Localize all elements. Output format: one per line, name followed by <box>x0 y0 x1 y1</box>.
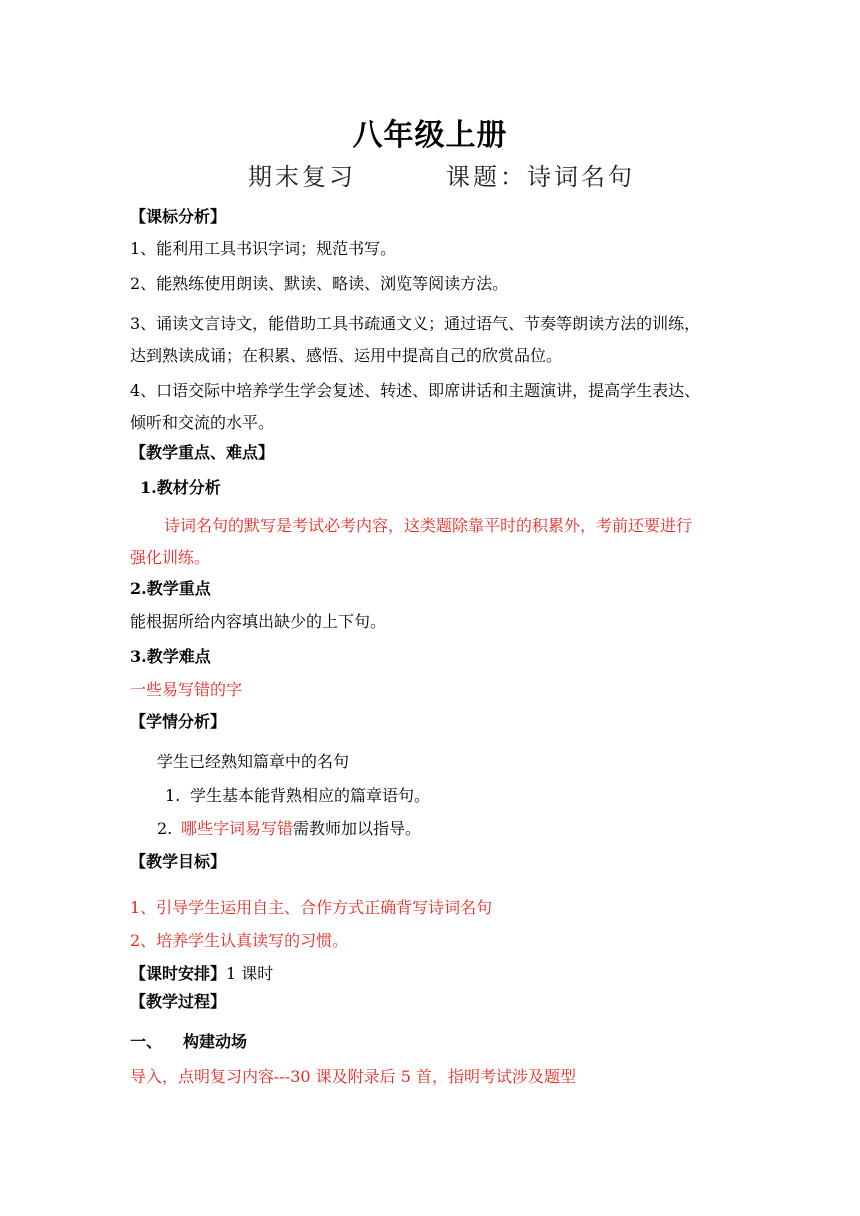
student-analysis-number-1: 1. <box>165 786 181 805</box>
process-step-number: 一、 <box>130 1032 163 1051</box>
subheading-material-analysis: 1.教材分析 <box>140 478 221 497</box>
key-point-text: 能根据所给内容填出缺少的上下句。 <box>130 612 387 631</box>
curriculum-item-1: 1、能利用工具书识字词；规范书写。 <box>130 239 397 258</box>
section-heading-schedule: 【课时安排】 <box>130 964 227 983</box>
subheading-difficulty: 3.教学难点 <box>130 647 211 666</box>
section-heading-objectives: 【教学目标】 <box>130 852 227 871</box>
material-analysis-line-1: 诗词名句的默写是考试必考内容，这类题除靠平时的积累外，考前还要进行 <box>164 516 693 535</box>
objective-2: 2、培养学生认真读写的习惯。 <box>130 931 349 950</box>
schedule-line <box>130 964 273 984</box>
student-analysis-item-2 <box>181 819 421 839</box>
section-heading-student-analysis: 【学情分析】 <box>130 712 227 731</box>
difficulty-text: 一些易写错的字 <box>130 680 243 699</box>
subtitle-topic: 课题：诗词名句 <box>446 163 635 191</box>
process-step-text: 导入，点明复习内容---30 课及附录后 5 首，指明考试涉及题型 <box>130 1067 577 1086</box>
section-heading-curriculum: 【课标分析】 <box>130 207 227 226</box>
curriculum-item-2: 2、能熟练使用朗读、默读、略读、浏览等阅读方法。 <box>130 274 509 293</box>
subheading-key-point: 2.教学重点 <box>130 579 211 598</box>
student-analysis-item-2-highlight: 哪些字词易写错 <box>181 819 294 838</box>
student-analysis-intro: 学生已经熟知篇章中的名句 <box>157 752 350 771</box>
student-analysis-item-1: 学生基本能背熟相应的篇章语句。 <box>190 786 431 805</box>
curriculum-item-3-line-2: 达到熟读成诵；在积累、感悟、运用中提高自己的欣赏品位。 <box>130 346 563 365</box>
student-analysis-number-2: 2. <box>157 819 173 838</box>
curriculum-item-3-line-1: 3、诵读文言诗文，能借助工具书疏通文义；通过语气、节奏等朗读方法的训练， <box>130 314 701 333</box>
student-analysis-item-2-rest: 需教师加以指导。 <box>293 819 422 838</box>
objective-1: 1、引导学生运用自主、合作方式正确背写诗词名句 <box>130 898 493 917</box>
subtitle-review: 期末复习 <box>248 163 356 191</box>
material-analysis-line-2: 强化训练。 <box>130 548 211 567</box>
schedule-value: 1 课时 <box>226 964 274 983</box>
section-heading-key-points: 【教学重点、难点】 <box>130 443 275 462</box>
curriculum-item-4-line-2: 倾听和交流的水平。 <box>130 413 275 432</box>
curriculum-item-4-line-1: 4、口语交际中培养学生学会复述、转述、即席讲话和主题演讲，提高学生表达、 <box>130 381 701 400</box>
page-title: 八年级上册 <box>352 118 508 153</box>
process-step-title: 构建动场 <box>183 1032 248 1051</box>
section-heading-process: 【教学过程】 <box>130 992 227 1011</box>
